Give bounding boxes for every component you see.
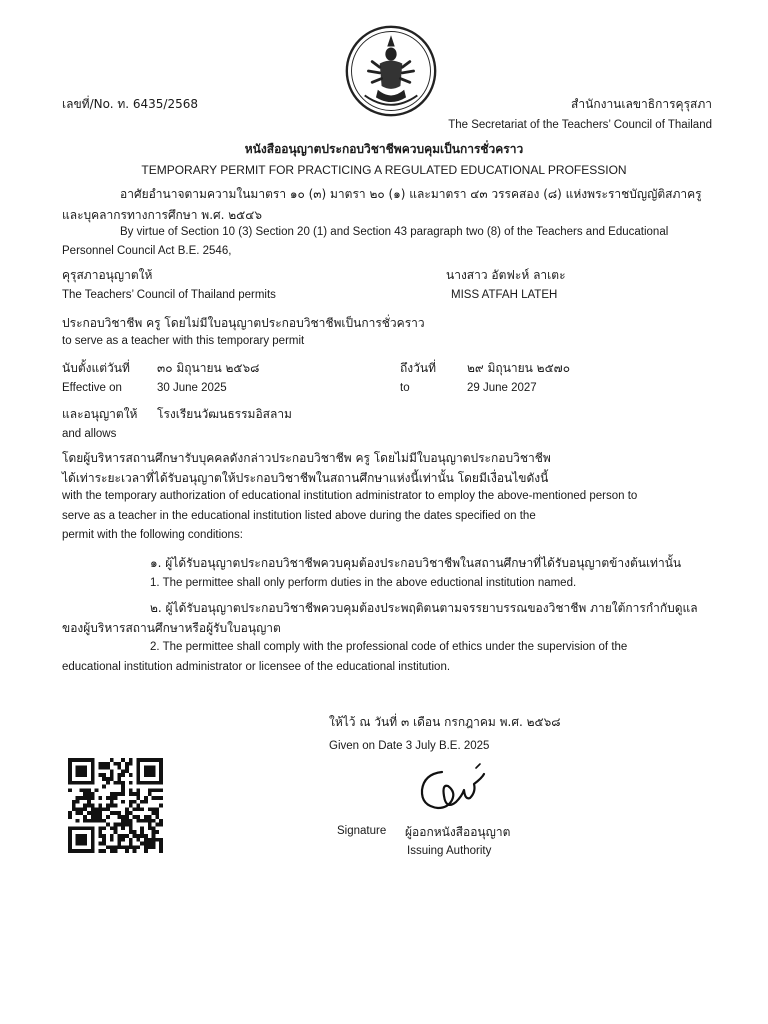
allows-label-th: และอนุญาตให้	[62, 407, 138, 421]
authority-en-line2: Personnel Council Act B.E. 2546,	[62, 245, 232, 257]
condition-1-th: ๑. ผู้ได้รับอนุญาตประกอบวิชาชีพควบคุมต้องประกอบวิชาชีพในสถานศึกษาที่ได้รับอนุญาตข้างต้นเท่านั้น	[150, 556, 682, 570]
condition-2-th-line1: ๒. ผู้ได้รับอนุญาตประกอบวิชาชีพควบคุมต้องประพฤติตนตามจรรยาบรรณของวิชาชีพ ภายใต้การกำกับดูแล	[150, 601, 698, 615]
condition-2-en-line2: educational institution administrator or licensee of the educational institution.	[62, 661, 451, 673]
effective-label-en: Effective on	[62, 382, 122, 394]
given-date-en: Given on Date 3 July B.E. 2025	[329, 740, 490, 752]
school-name-th: โรงเรียนวัฒนธรรมอิสลาม	[157, 407, 292, 421]
practice-th: ประกอบวิชาชีพ ครู โดยไม่มีใบอนุญาตประกอบวิชาชีพเป็นการชั่วคราว	[62, 316, 425, 330]
effective-label-th: นับตั้งแต่วันที่	[62, 361, 130, 375]
office-name-th: สำนักงานเลขาธิการคุรุสภา	[571, 97, 712, 111]
issuer-title-th: ผู้ออกหนังสืออนุญาต	[405, 825, 511, 839]
condition-2-th-line2: ของผู้บริหารสถานศึกษาหรือผู้รับใบอนุญาต	[62, 621, 281, 635]
authority-th-line2: และบุคลากรทางการศึกษา พ.ศ. ๒๕๔๖	[62, 208, 262, 222]
given-date-th: ให้ไว้ ณ วันที่ ๓ เดือน กรกฎาคม พ.ศ. ๒๕๖๘	[329, 715, 561, 729]
admin-th-line2: ได้เท่าระยะเวลาที่ได้รับอนุญาตให้ประกอบวิชาชีพในสถานศึกษาแห่งนี้เท่านั้น โดยมีเงื่อนไขดังนี้	[62, 471, 549, 485]
permits-label-th: คุรุสภาอนุญาตให้	[62, 268, 153, 282]
condition-1-en: 1. The permittee shall only perform duties in the above eductional institution named.	[150, 577, 577, 589]
until-date-en: 29 June 2027	[467, 382, 537, 394]
permittee-name-th: นางสาว อัตฟะห์ ลาเตะ	[446, 268, 566, 282]
title-en: TEMPORARY PERMIT FOR PRACTICING A REGULATED EDUCATIONAL PROFESSION	[141, 163, 627, 177]
effective-date-th: ๓๐ มิถุนายน ๒๕๖๘	[157, 361, 260, 375]
authority-th-line1: อาศัยอำนาจตามความในมาตรา ๑๐ (๓) มาตรา ๒๐ (๑) และมาตรา ๔๓ วรรคสอง (๘) แห่งพระราชบัญญัติสภาครู	[120, 187, 702, 201]
office-name-en: The Secretariat of the Teachers’ Council of Thailand	[448, 119, 712, 131]
council-seal-emblem	[344, 24, 438, 118]
condition-2-en-line1: 2. The permittee shall comply with the professional code of ethics under the supervision of the	[150, 641, 628, 653]
permits-label-en: The Teachers’ Council of Thailand permits	[62, 289, 276, 301]
practice-en: to serve as a teacher with this temporary permit	[62, 335, 305, 347]
handwritten-signature	[412, 760, 492, 820]
signature-label: Signature	[337, 825, 387, 837]
until-date-th: ๒๙ มิถุนายน ๒๕๗๐	[467, 361, 571, 375]
title-th: หนังสืออนุญาตประกอบวิชาชีพควบคุมเป็นการชั่วคราว	[244, 142, 524, 156]
until-label-th: ถึงวันที่	[400, 361, 436, 375]
effective-date-en: 30 June 2025	[157, 382, 227, 394]
allows-label-en: and allows	[62, 428, 117, 440]
document-number: เลขที่/No. ท. 6435/2568	[62, 97, 199, 111]
admin-en-line1: with the temporary authorization of educational institution administrator to employ the above-mentioned person to	[62, 490, 638, 502]
admin-th-line1: โดยผู้บริหารสถานศึกษารับบุคคลดังกล่าวประกอบวิชาชีพ ครู โดยไม่มีใบอนุญาตประกอบวิชาชีพ	[62, 451, 551, 465]
permittee-name-en: MISS ATFAH LATEH	[451, 289, 558, 301]
issuer-title-en: Issuing Authority	[407, 845, 492, 857]
admin-en-line3: permit with the following conditions:	[62, 529, 243, 541]
authority-en-line1: By virtue of Section 10 (3) Section 20 (1) and Section 43 paragraph two (8) of the Teachers and Educational	[120, 226, 669, 238]
admin-en-line2: serve as a teacher in the educational institution listed above during the dates specified on the	[62, 510, 536, 522]
qr-code	[68, 758, 163, 853]
until-label-en: to	[400, 382, 410, 394]
